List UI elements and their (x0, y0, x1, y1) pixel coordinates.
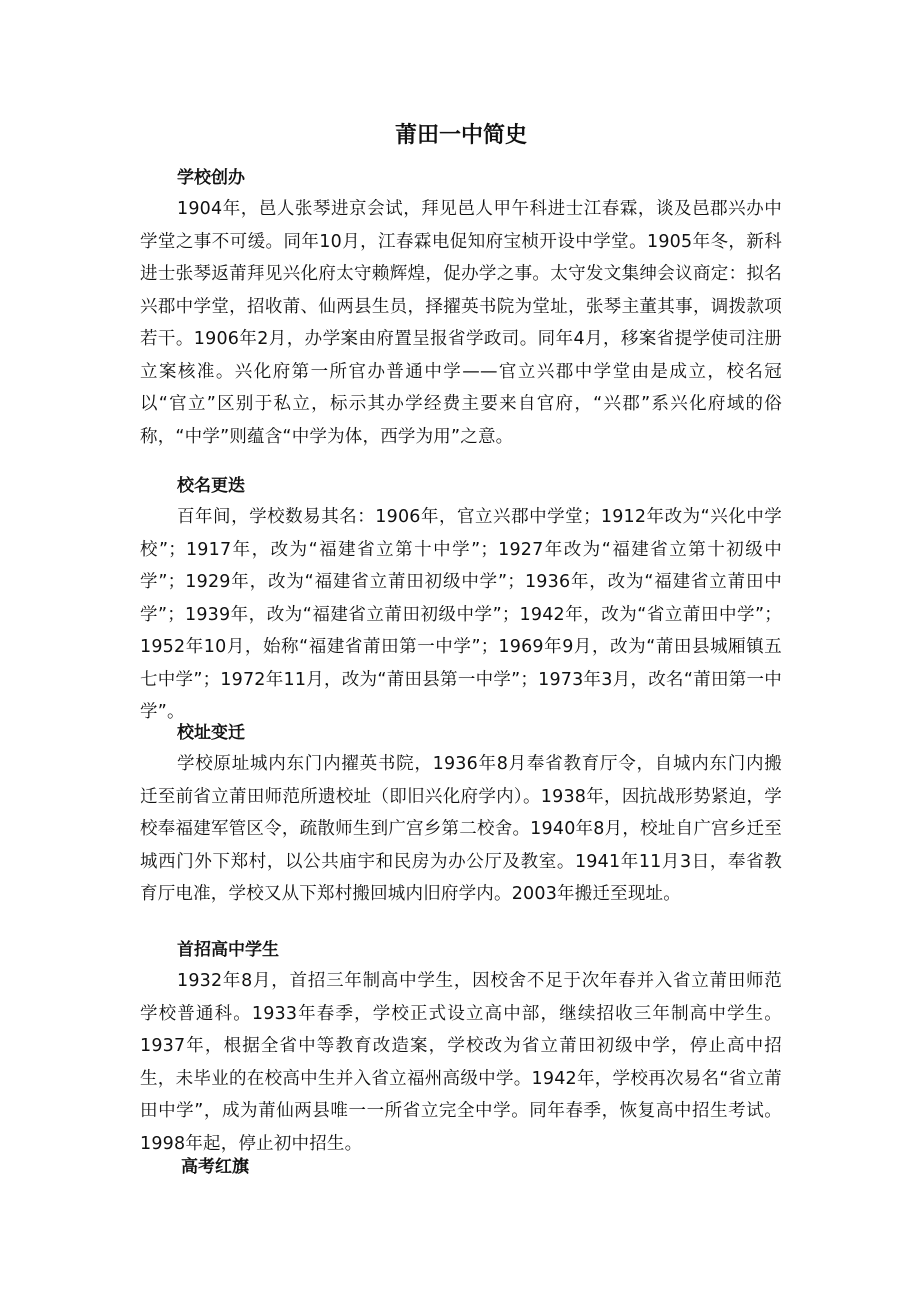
section-campus-relocation (140, 718, 782, 911)
section-first-senior-enrollment (140, 935, 782, 1160)
section-exam-red-flag (140, 1152, 782, 1182)
section-heading: 学校创办 (177, 168, 245, 188)
section-heading: 高考红旗 (181, 1157, 249, 1177)
section-heading: 首招高中学生 (177, 940, 279, 960)
section-paragraph: 学校原址城内东门内擢英书院，1936年8月奉省教育厅令，自城内东门内搬迁至前省立莆田师范所遗校址（即旧兴化府学内）。1938年，因抗战形势紧迫，学校奉福建军管区令，疏散师生到广宫乡第二校舍。1940年8月，校址自广宫乡迁至城西门外下郑村，以公共庙宇和民房为办公厅及教室。1941年11月3日，奉省教育厅电准，学校又从下郑村搬回城内旧府学内。2003年搬迁至现址。 (140, 754, 782, 904)
section-paragraph: 百年间，学校数易其名：1906年，官立兴郡中学堂；1912年改为“兴化中学校”；1917年，改为“福建省立第十中学”；1927年改为“福建省立第十初级中学”；1929年，改为“福建省立莆田初级中学”；1936年，改为“福建省立莆田中学”；1939年，改为“福建省立莆田初级中学”；1942年，改为“省立莆田中学”；1952年10月，始称“福建省莆田第一中学”；1969年9月，改为“莆田县城厢镇五七中学”；1972年11月，改为“莆田县第一中学”；1973年3月，改名“莆田第一中学”。 (140, 507, 782, 722)
section-name-changes (140, 471, 782, 729)
section-heading: 校址变迁 (177, 723, 245, 743)
document-title: 莆田一中简史 (394, 123, 527, 148)
section-paragraph: 1932年8月，首招三年制高中学生，因校舍不足于次年春并入省立莆田师范学校普通科。1933年春季，学校正式设立高中部，继续招收三年制高中学生。1937年，根据全省中等教育改造案，学校改为省立莆田初级中学，停止高中招生，未毕业的在校高中生并入省立福州高级中学。1942年，学校再次易名“省立莆田中学”，成为莆仙两县唯一一所省立完全中学。同年春季，恢复高中招生考试。1998年起，停止初中招生。 (140, 971, 782, 1154)
section-heading: 校名更迭 (177, 476, 245, 496)
section-founding (140, 163, 782, 453)
section-paragraph: 1904年，邑人张琴进京会试，拜见邑人甲午科进士江春霖，谈及邑郡兴办中学堂之事不可缓。同年10月，江春霖电促知府宝桢开设中学堂。1905年冬，新科进士张琴返莆拜见兴化府太守赖辉煌，促办学之事。太守发文集绅会议商定：拟名兴郡中学堂，招收莆、仙两县生员，择擢英书院为堂址，张琴主董其事，调拨款项若干。1906年2月，办学案由府置呈报省学政司。同年4月，移案省提学使司注册立案核准。兴化府第一所官办普通中学——官立兴郡中学堂由是成立，校名冠以“官立”区别于私立，标示其办学经费主要来自官府，“兴郡”系兴化府域的俗称，“中学”则蕴含“中学为体，西学为用”之意。 (140, 199, 782, 447)
